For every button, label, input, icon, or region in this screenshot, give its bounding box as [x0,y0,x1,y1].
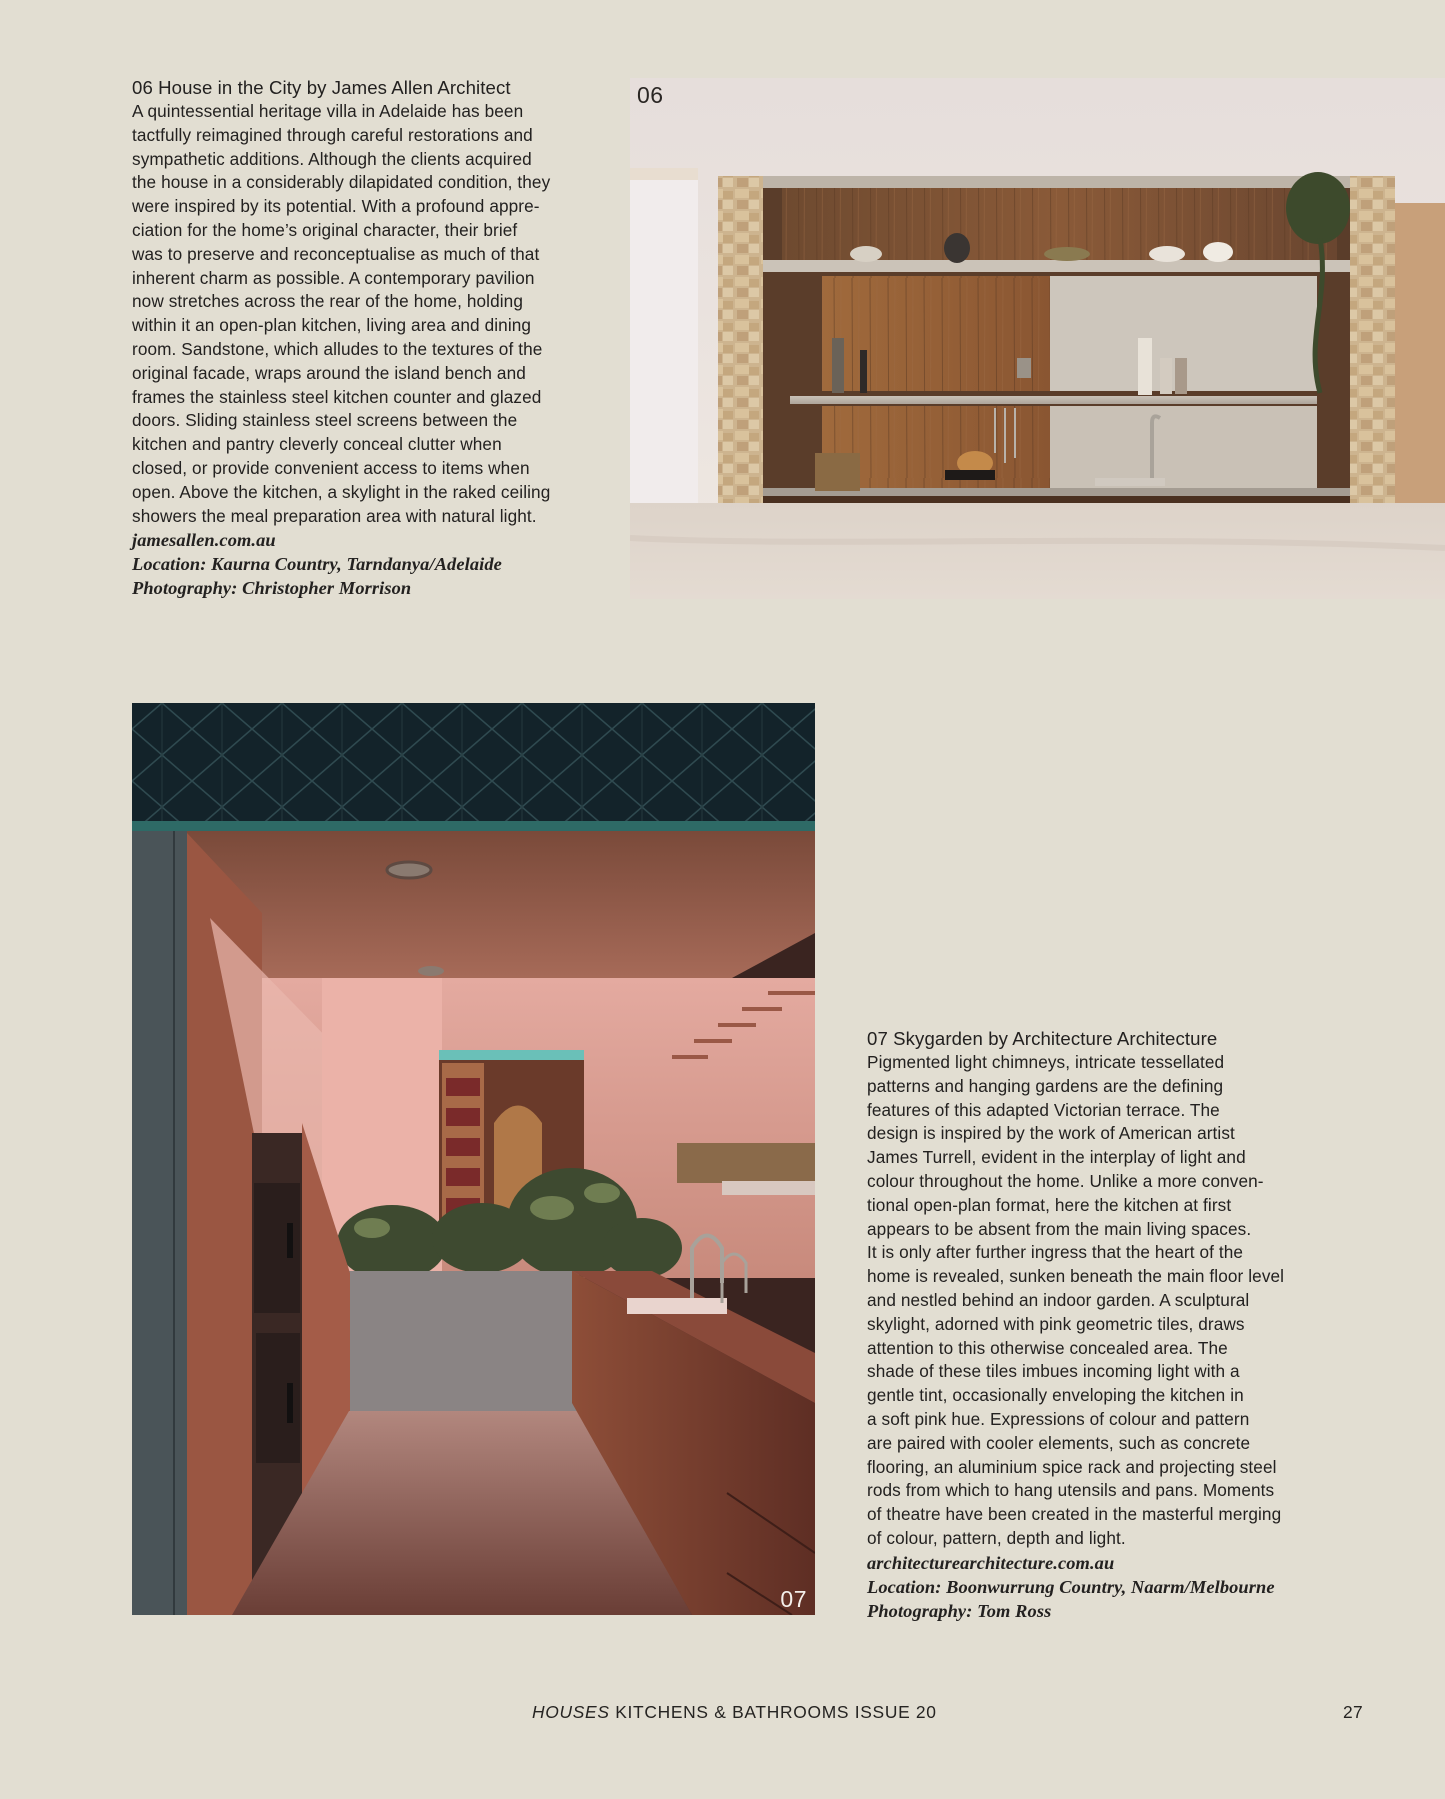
body-line: kitchen and pantry cleverly conceal clutter when [132,434,502,455]
body-line: doors. Sliding stainless steel screens between the [132,410,518,431]
publication-name: HOUSES [532,1702,610,1722]
body-line: features of this adapted Victorian terrace. The [867,1099,1220,1120]
article-06-body [132,100,572,528]
body-line: design is inspired by the work of American artist [867,1123,1235,1144]
body-line: gentle tint, occasionally enveloping the kitchen in [867,1385,1244,1406]
article-07-website-link[interactable]: architecturearchitecture.com.au [867,1552,1115,1573]
body-line: of theatre have been created in the masterful merging [867,1504,1282,1525]
body-line: frames the stainless steel kitchen counter and glazed [132,386,542,407]
body-line: home is revealed, sunken beneath the main floor level [867,1266,1285,1287]
body-line: sympathetic additions. Although the clients acquired [132,148,532,169]
body-line: James Turrell, evident in the interplay of light and [867,1147,1246,1168]
body-line: showers the meal preparation area with natural light. [132,505,537,526]
body-line: rods from which to hang utensils and pans. Moments [867,1480,1275,1501]
body-line: skylight, adorned with pink geometric tiles, draws [867,1313,1245,1334]
article-06-heading: 06 House in the City by James Allen Architect [132,77,511,98]
article-07-heading: 07 Skygarden by Architecture Architecture [867,1028,1218,1049]
body-line: inherent charm as possible. A contemporary pavilion [132,267,535,288]
pink-kitchen-illustration [132,703,815,1615]
body-line: now stretches across the rear of the home, holding [132,291,523,312]
body-line: a soft pink hue. Expressions of colour and pattern [867,1408,1250,1429]
body-line: within it an open-plan kitchen, living area and dining [132,315,532,336]
body-line: appears to be absent from the main living spaces. [867,1218,1252,1239]
body-line: the house in a considerably dilapidated condition, they [132,172,551,193]
body-line: Pigmented light chimneys, intricate tessellated [867,1052,1225,1072]
body-line: tactfully reimagined through careful restorations and [132,124,533,145]
body-line: colour throughout the home. Unlike a more conven- [867,1170,1264,1191]
article-07-body [867,1051,1317,1551]
issue-title: KITCHENS & BATHROOMS ISSUE 20 [615,1702,937,1722]
article-06-photo [630,78,1445,599]
article-06-website-link[interactable]: jamesallen.com.au [132,530,276,551]
body-line: room. Sandstone, which alludes to the textures of the [132,338,543,359]
body-line: open. Above the kitchen, a skylight in the raked ceiling [132,481,551,502]
body-line: shade of these tiles imbues incoming light with a [867,1361,1240,1382]
photo-06-number-label: 06 [637,82,664,108]
article-07-text [867,1027,1317,1623]
article-07-location: Location: Boonwurrung Country, Naarm/Melbourne [867,1576,1275,1597]
body-line: patterns and hanging gardens are the defining [867,1075,1224,1096]
page-number: 27 [1343,1702,1363,1722]
body-line: was to preserve and reconceptualise as much of that [132,243,540,264]
body-line: tional open-plan format, here the kitchen at first [867,1194,1232,1215]
body-line: flooring, an aluminium spice rack and projecting steel [867,1456,1277,1477]
article-06-text [132,76,572,600]
body-line: of colour, pattern, depth and light. [867,1527,1126,1548]
body-line: original facade, wraps around the island bench and [132,362,526,383]
body-line: closed, or provide convenient access to items when [132,457,530,478]
body-line: were inspired by its potential. With a profound appre- [132,196,540,217]
body-line: and nestled behind an indoor garden. A sculptural [867,1289,1250,1310]
body-line: A quintessential heritage villa in Adelaide has been [132,101,524,121]
kitchen-shelving-illustration [630,78,1445,599]
body-line: are paired with cooler elements, such as concrete [867,1432,1251,1453]
article-06-photography-credit: Photography: Christopher Morrison [132,578,412,599]
running-footer [532,1702,937,1723]
article-07-photography-credit: Photography: Tom Ross [867,1600,1052,1621]
body-line: attention to this otherwise concealed area. The [867,1337,1228,1358]
photo-07-number-label: 07 [780,1586,807,1612]
body-line: It is only after further ingress that the heart of the [867,1242,1244,1263]
body-line: ciation for the home’s original character, their brief [132,219,518,240]
article-06-location: Location: Kaurna Country, Tarndanya/Adelaide [132,554,502,575]
article-07-photo [132,703,815,1615]
